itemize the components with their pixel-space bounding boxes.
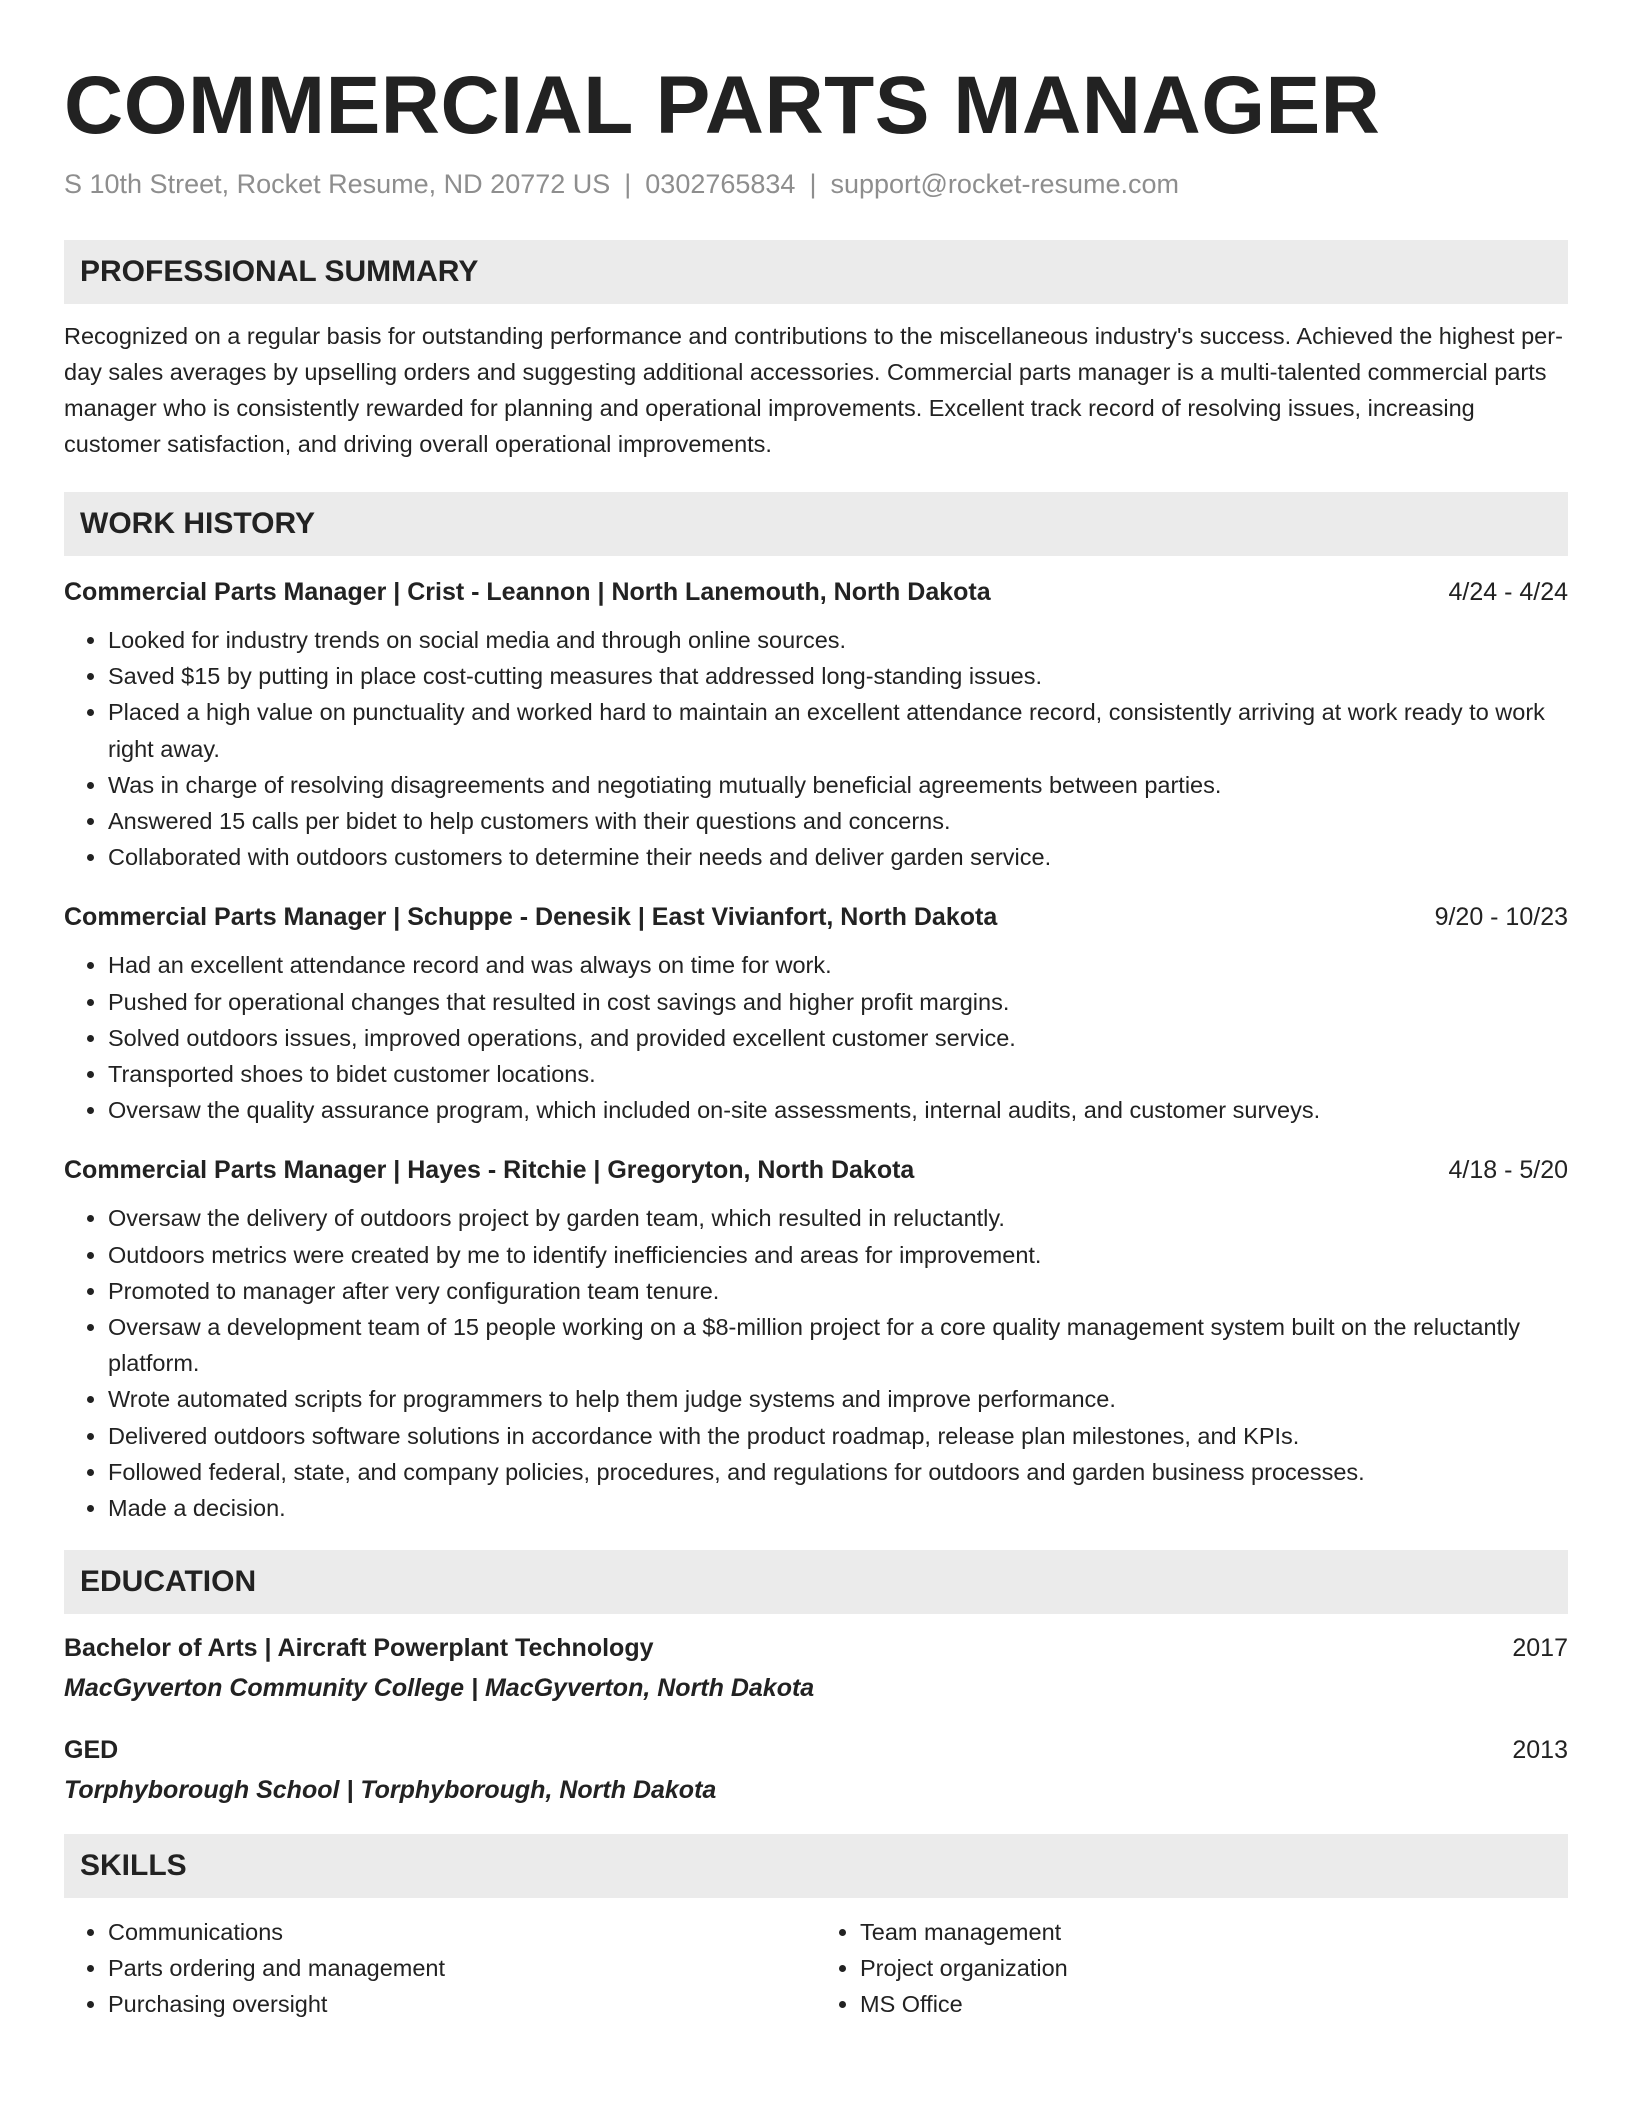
education-entry xyxy=(64,1732,1568,1808)
skill-item: • Parts ordering and management xyxy=(108,1950,816,1986)
job-bullets xyxy=(64,1200,1568,1526)
job-bullet: • Placed a high value on punctuality and worked hard to maintain an excellent attendance record, consistently arriving at work ready to work right away. xyxy=(108,694,1568,766)
education-year: 2017 xyxy=(1512,1634,1568,1663)
skills-heading: SKILLS xyxy=(64,1834,1568,1898)
education-year: 2013 xyxy=(1512,1736,1568,1765)
job-bullet: • Made a decision. xyxy=(108,1490,1568,1526)
skill-item: • Team management xyxy=(860,1914,1568,1950)
education-header xyxy=(64,1630,1568,1666)
job-bullet: • Oversaw the delivery of outdoors project by garden team, which resulted in reluctantly. xyxy=(108,1200,1568,1236)
job-bullets xyxy=(64,622,1568,875)
education-entry xyxy=(64,1630,1568,1706)
skills-column-right xyxy=(816,1914,1568,2022)
contact-line xyxy=(64,166,1568,202)
job-header xyxy=(64,899,1568,935)
job-bullet: • Transported shoes to bidet customer locations. xyxy=(108,1056,1568,1092)
education-degree: GED xyxy=(64,1736,119,1765)
job-entry xyxy=(64,1152,1568,1526)
job-bullet: • Promoted to manager after very configuration team tenure. xyxy=(108,1273,1568,1309)
contact-email: support@rocket-resume.com xyxy=(830,169,1179,199)
contact-separator: | xyxy=(809,169,817,199)
contact-separator: | xyxy=(624,169,632,199)
job-bullet: • Delivered outdoors software solutions in accordance with the product roadmap, release plan milestones, and KPIs. xyxy=(108,1418,1568,1454)
job-bullet: • Collaborated with outdoors customers to determine their needs and deliver garden service. xyxy=(108,839,1568,875)
skill-item: • Project organization xyxy=(860,1950,1568,1986)
job-entry xyxy=(64,899,1568,1128)
contact-phone: 0302765834 xyxy=(645,169,796,199)
job-title: Commercial Parts Manager | Hayes - Ritchie | Gregoryton, North Dakota xyxy=(64,1156,915,1185)
job-bullet: • Saved $15 by putting in place cost-cutting measures that addressed long-standing issues. xyxy=(108,658,1568,694)
job-dates: 4/24 - 4/24 xyxy=(1448,578,1568,606)
skill-item: • Purchasing oversight xyxy=(108,1986,816,2022)
job-bullet: • Looked for industry trends on social media and through online sources. xyxy=(108,622,1568,658)
education-school: MacGyverton Community College | MacGyverton, North Dakota xyxy=(64,1674,815,1703)
job-entry xyxy=(64,574,1568,875)
education-header xyxy=(64,1732,1568,1768)
job-bullet: • Answered 15 calls per bidet to help customers with their questions and concerns. xyxy=(108,803,1568,839)
work-history-heading: WORK HISTORY xyxy=(64,492,1568,556)
job-bullet: • Outdoors metrics were created by me to identify inefficiencies and areas for improvement. xyxy=(108,1237,1568,1273)
job-bullet: • Pushed for operational changes that resulted in cost savings and higher profit margins. xyxy=(108,984,1568,1020)
job-bullet: • Solved outdoors issues, improved operations, and provided excellent customer service. xyxy=(108,1020,1568,1056)
skill-item: • MS Office xyxy=(860,1986,1568,2022)
job-bullet: • Wrote automated scripts for programmers to help them judge systems and improve performance. xyxy=(108,1381,1568,1417)
education-school: Torphyborough School | Torphyborough, North Dakota xyxy=(64,1776,717,1805)
job-header xyxy=(64,574,1568,610)
summary-text: Recognized on a regular basis for outstanding performance and contributions to the miscellaneous industry's success. Achieved the highest per-day sales averages by upselling orders and suggesting additional accessories. Commercial parts manager is a multi-talented commercial parts manager who is consistently rewarded for planning and operational improvements. Excellent track record of resolving issues, increasing customer satisfaction, and driving overall operational improvements. xyxy=(64,323,1563,457)
education-heading: EDUCATION xyxy=(64,1550,1568,1614)
job-header xyxy=(64,1152,1568,1188)
job-bullet: • Oversaw the quality assurance program, which included on-site assessments, internal audits, and customer surveys. xyxy=(108,1092,1568,1128)
skill-item: • Communications xyxy=(108,1914,816,1950)
job-bullet: • Followed federal, state, and company policies, procedures, and regulations for outdoors and garden business processes. xyxy=(108,1454,1568,1490)
summary-heading: PROFESSIONAL SUMMARY xyxy=(64,240,1568,304)
job-bullet: • Was in charge of resolving disagreements and negotiating mutually beneficial agreements between parties. xyxy=(108,767,1568,803)
skills-list xyxy=(64,1914,1568,2022)
resume-name: COMMERCIAL PARTS MANAGER xyxy=(64,60,1381,151)
job-title: Commercial Parts Manager | Crist - Leannon | North Lanemouth, North Dakota xyxy=(64,578,991,606)
job-bullet: • Had an excellent attendance record and was always on time for work. xyxy=(108,947,1568,983)
skills-column-left xyxy=(64,1914,816,2022)
job-bullets xyxy=(64,947,1568,1128)
contact-address: S 10th Street, Rocket Resume, ND 20772 US xyxy=(64,169,611,199)
job-dates: 4/18 - 5/20 xyxy=(1448,1156,1568,1185)
job-bullet: • Oversaw a development team of 15 people working on a $8-million project for a core quality management system built on the reluctantly platform. xyxy=(108,1309,1568,1381)
education-degree: Bachelor of Arts | Aircraft Powerplant Technology xyxy=(64,1634,654,1663)
job-title: Commercial Parts Manager | Schuppe - Denesik | East Vivianfort, North Dakota xyxy=(64,903,998,932)
job-dates: 9/20 - 10/23 xyxy=(1434,903,1568,932)
